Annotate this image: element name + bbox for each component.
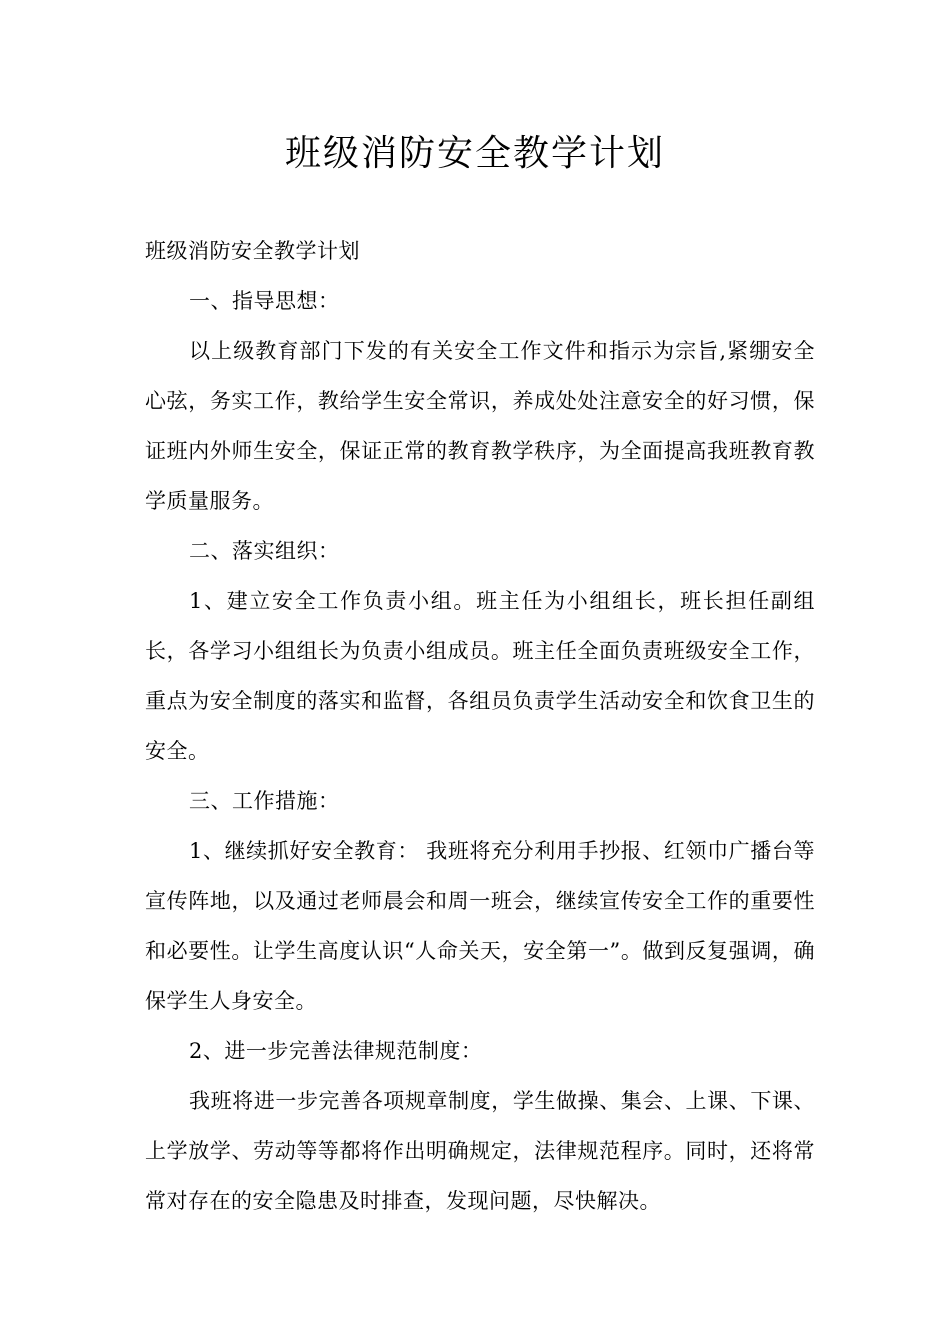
document-body <box>145 226 815 1226</box>
paragraph-organization: 1、建立安全工作负责小组。班主任为小组组长，班长担任副组长，各学习小组组长为负责小组成员。班主任全面负责班级安全工作，重点为安全制度的落实和监督，各组员负责学生活动安全和饮食卫生的安全。 <box>145 589 815 763</box>
document-title: 班级消防安全教学计划 <box>284 133 665 174</box>
subheading-measure-2: 2、进一步完善法律规范制度： <box>189 1039 483 1063</box>
subtitle-paragraph: 班级消防安全教学计划 <box>145 239 360 263</box>
paragraph-measure-1: 1、继续抓好安全教育： 我班将充分利用手抄报、红领巾广播台等宣传阵地，以及通过老师晨会和周一班会，继续宣传安全工作的重要性和必要性。让学生高度认识“人命关天，安全第一”。做到反复强调，确保学生人身安全。 <box>145 839 815 1013</box>
section-heading-measures: 三、工作措施： <box>189 789 340 813</box>
paragraph-guiding-ideology: 以上级教育部门下发的有关安全工作文件和指示为宗旨,紧绷安全心弦，务实工作，教给学生安全常识，养成处处注意安全的好习惯，保证班内外师生安全，保证正常的教育教学秩序，为全面提高我班教育教学质量服务。 <box>145 339 815 513</box>
section-heading-organization: 二、落实组织： <box>189 539 340 563</box>
paragraph-measure-2: 我班将进一步完善各项规章制度，学生做操、集会、上课、下课、上学放学、劳动等等都将作出明确规定，法律规范程序。同时，还将常常对存在的安全隐患及时排查，发现问题，尽快解决。 <box>145 1089 815 1213</box>
section-heading-guiding-ideology: 一、指导思想： <box>189 289 340 313</box>
